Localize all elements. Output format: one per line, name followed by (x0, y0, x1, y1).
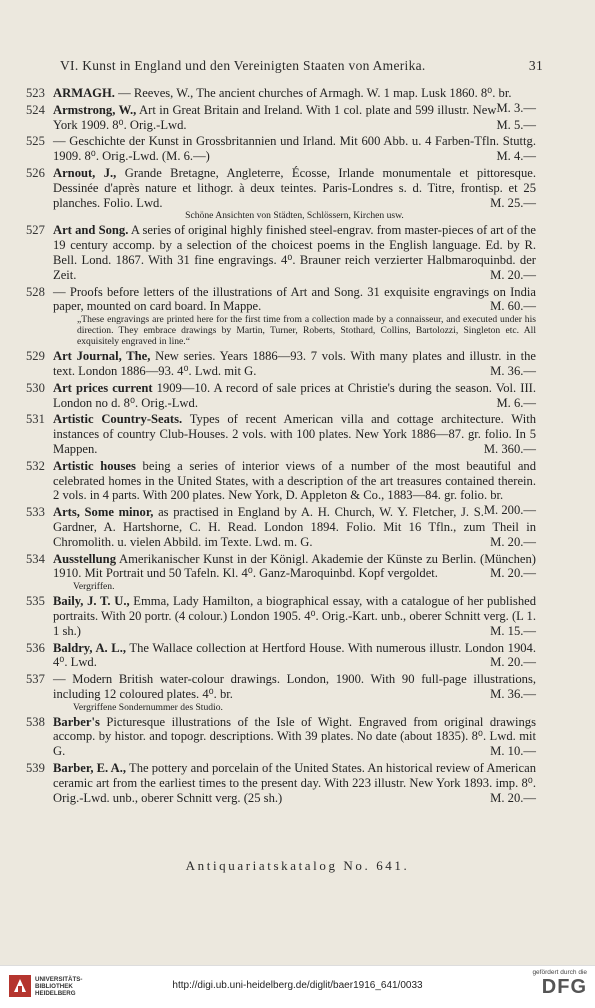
entry-author: Barber, E. A., (53, 761, 127, 776)
logo-line-1: UNIVERSITÄTS- (35, 976, 83, 983)
catalog-footer: Antiquariatskatalog No. 641. (185, 858, 410, 873)
entry-description: — Proofs before letters of the illustrations of Art and Song. 31 exquisite engravings on India paper, mounted on card board. In Mappe. (53, 284, 536, 314)
entry-description: Grande Bretagne, Angleterre, Écosse, Irlande monumentale et pittoresque. Dessinée d'après nature et lithogr. à deux teintes. Paris-Londres s. d. Titre, frontisp. et 25 planches. Folio. Lwd. (53, 165, 536, 210)
entry-description: — Reeves, W., The ancient churches of Armagh. W. 1 map. Lusk 1860. 8⁰. br. (114, 86, 512, 100)
entry-author: Art and Song. (53, 223, 129, 238)
entry-price: M. 60.— (490, 299, 536, 314)
entry-body (53, 594, 536, 638)
entry-description: Emma, Lady Hamilton, a biographical essay, with a catalogue of her published portraits. With 20 portr. (4 colour.) London 1905. 4⁰. Orig.-Kart. unb., oberer Schnitt verg. (L 1. 1 sh.) (53, 594, 537, 638)
catalog-entry (26, 134, 536, 164)
entry-number: 525 (26, 134, 45, 149)
entry-price: M. 6.— (496, 395, 536, 410)
entry-body (53, 166, 536, 210)
entry-quote: „These engravings are printed here for the first time from a collection made by a connaisseur, and executed under his direction. They embrace drawings by Martin, Turner, Roberts, Stothard, Collins, Bartolozzi, Singleton etc. All exquisitely engraved in line.“ (77, 314, 536, 348)
entry-description: The pottery and porcelain of the United States. An historical review of American ceramic art from the earliest times to the present day. With 223 illustr. New York 1893. imp. 8⁰. Orig.-Lwd. unb., oberer Schnitt verg. (25 sh.) (53, 761, 537, 805)
entry-author: Art Journal, The, (53, 349, 151, 364)
entry-author: Arts, Some minor, (53, 505, 154, 520)
catalog-entry (26, 552, 536, 593)
catalog-entry (26, 715, 536, 759)
entry-description: New series. Years 1886—93. 7 vols. With many plates and illustr. in the text. London 1886—93. 4⁰. Lwd. mit G. (53, 349, 536, 378)
entry-price: M. 20.— (490, 790, 536, 805)
entry-description: Amerikanischer Kunst in der Königl. Akademie der Künste zu Berlin. (München) 1910. Mit Portrait und 50 Tafeln. Kl. 4⁰. Ganz-Maroquinbd. Kopf vergoldet. (53, 551, 536, 581)
entry-number: 524 (26, 102, 45, 117)
entry-description: — Modern British water-colour drawings. London, 1900. With 90 full-page illustrations, including 12 coloured plates. 4⁰. br. (53, 672, 536, 701)
viewer-bottom-bar (0, 965, 595, 1008)
entry-body (53, 641, 536, 671)
entry-price: M. 20.— (490, 566, 536, 581)
entry-author: Barber's (53, 714, 100, 729)
catalog-entry (26, 381, 536, 411)
catalog-entry (26, 505, 536, 549)
entry-price: M. 10.— (490, 744, 536, 759)
entry-description: A series of original highly finished steel-engrav. from master-pieces of art of the 19 century accomp. by a selection of the choicest poems in the English language. Ed. by R. Bell. Lond. 1867. With 31 fine engravings. 4⁰. Brauner reich verzierter Halbmaroquinbd. der Zeit. (53, 223, 536, 282)
entry-note: Schöne Ansichten von Städten, Schlössern, Kirchen usw. (185, 210, 404, 222)
logo-line-2: BIBLIOTHEK (35, 983, 73, 990)
entry-price: M. 25.— (490, 195, 536, 210)
entry-description: Art in Great Britain and Ireland. With 1 col. plate and 599 illustr. New York 1909. 8⁰. Orig.-Lwd. (53, 102, 497, 132)
permalink-url[interactable]: http://digi.ub.uni-heidelberg.de/diglit/baer1916_641/0033 (172, 980, 423, 991)
entry-number: 537 (26, 672, 45, 687)
entry-number: 530 (26, 380, 45, 395)
entry-price: M. 20.— (490, 655, 536, 670)
entry-price: M. 20.— (490, 267, 536, 282)
entry-body (53, 505, 536, 549)
entry-body (53, 412, 536, 456)
entry-description: 1909—10. A record of sale prices at Christie's during the season. Vol. III. London no d. 8⁰. Orig.-Lwd. (53, 380, 536, 410)
entry-number: 539 (26, 761, 45, 776)
catalog-entry (26, 285, 536, 348)
catalog-entry (26, 223, 536, 282)
catalog-entry (26, 166, 536, 221)
funded-by-text: gefördert durch die (532, 969, 587, 976)
dfg-logo[interactable] (529, 969, 587, 1005)
entry-number: 526 (26, 165, 45, 180)
header-title: VI. Kunst in England und den Vereinigten Staaten von Amerika. (60, 58, 426, 73)
entry-number: 534 (26, 551, 45, 566)
catalog-entry (26, 594, 536, 638)
catalog-entry (26, 412, 536, 456)
entry-price: M. 4.— (496, 149, 536, 164)
entry-price: M. 36.— (490, 686, 536, 701)
entry-body (53, 134, 536, 164)
entry-number: 527 (26, 223, 45, 238)
catalog-entry (26, 672, 536, 713)
entry-body (53, 285, 536, 315)
entry-body (53, 381, 536, 411)
entry-description: The Wallace collection at Hertford House. With numerous illustr. London 1904. 4⁰. Lwd. (53, 640, 536, 670)
entry-author: Baily, J. T. U., (53, 594, 130, 609)
entry-note: Vergriffene Sondernummer des Studio. (73, 701, 223, 713)
entry-price: M. 360.— (483, 441, 536, 456)
catalog-entry (26, 349, 536, 379)
entry-number: 532 (26, 458, 45, 473)
logo-line-3: HEIDELBERG (35, 990, 76, 997)
entry-author: Artistic Country-Seats. (53, 412, 183, 427)
entry-body (53, 672, 536, 702)
dfg-wordmark: DFG (541, 976, 587, 998)
entry-number: 533 (26, 505, 45, 520)
entry-author: Arnout, J., (53, 165, 117, 180)
entry-price: M. 5.— (496, 117, 536, 132)
entry-description: — Geschichte der Kunst in Grossbritannien und Irland. Mit 600 Abb. u. 4 Farben-Tfln. Stuttg. 1909. 8⁰. Orig.-Lwd. (M. 6.—) (53, 134, 536, 164)
entry-number: 531 (26, 412, 45, 427)
entry-body (53, 761, 536, 805)
entry-description: Picturesque illustrations of the Isle of Wight. Engraved from original drawings accomp. by histor. and topogr. descriptions. With 39 plates. No date (about 1835). 8⁰. Lwd. mit G. (53, 714, 536, 759)
entry-price: M. 20.— (490, 534, 536, 549)
entry-price: M. 36.— (490, 363, 536, 378)
entry-number: 528 (26, 284, 45, 299)
entry-number: 529 (26, 349, 45, 364)
entry-description: as practised in England by A. H. Church, W. Y. Fletcher, J. S. Gardner, A. Hartshorne, C. H. Read. London 1894. Folio. Mit 16 Tfln., zum Theil in Chromolith. u. vielen Abbild. im Texte. Lwd. m. G. (53, 505, 536, 549)
catalog-entry (26, 761, 536, 805)
catalog-entry (26, 100, 536, 133)
entry-body (53, 715, 536, 759)
entry-body (53, 349, 536, 379)
entry-number: 536 (26, 640, 45, 655)
entry-number: 538 (26, 714, 45, 729)
entry-number: 523 (26, 86, 45, 100)
entry-price: M. 15.— (490, 623, 536, 638)
entry-author: Artistic houses (53, 458, 136, 473)
page-number: 31 (528, 58, 543, 73)
entry-author: ARMAGH. (53, 86, 115, 100)
entry-author: Baldry, A. L., (53, 640, 127, 655)
entry-number: 535 (26, 594, 45, 609)
entry-body (53, 100, 536, 133)
entry-description: Types of recent American villa and cottage architecture. With instances of country Club-Houses. 2 vols. with 100 plates. New York 1886—87. gr. folio. In 5 Mappen. (53, 412, 536, 456)
entry-body (53, 552, 536, 582)
catalog-entries (26, 86, 536, 807)
catalog-entry (26, 641, 536, 671)
entry-author: Armstrong, W., (53, 102, 137, 117)
entry-body (53, 223, 536, 282)
entry-description: being a series of interior views of a number of the most beautiful and celebrated homes in the United States, with a description of the art treasures contained therein. 2 vols. in 4 parts. With 200 plates. New York, D. Appleton & Co., 1883—84. gr. folio. br. (53, 458, 537, 503)
entry-author: Ausstellung (53, 551, 116, 566)
entry-price: M. 200.— (483, 503, 536, 518)
entry-price: M. 3.— (496, 100, 536, 115)
entry-author: Art prices current (53, 380, 153, 395)
entry-note: Vergriffen. (73, 581, 115, 593)
